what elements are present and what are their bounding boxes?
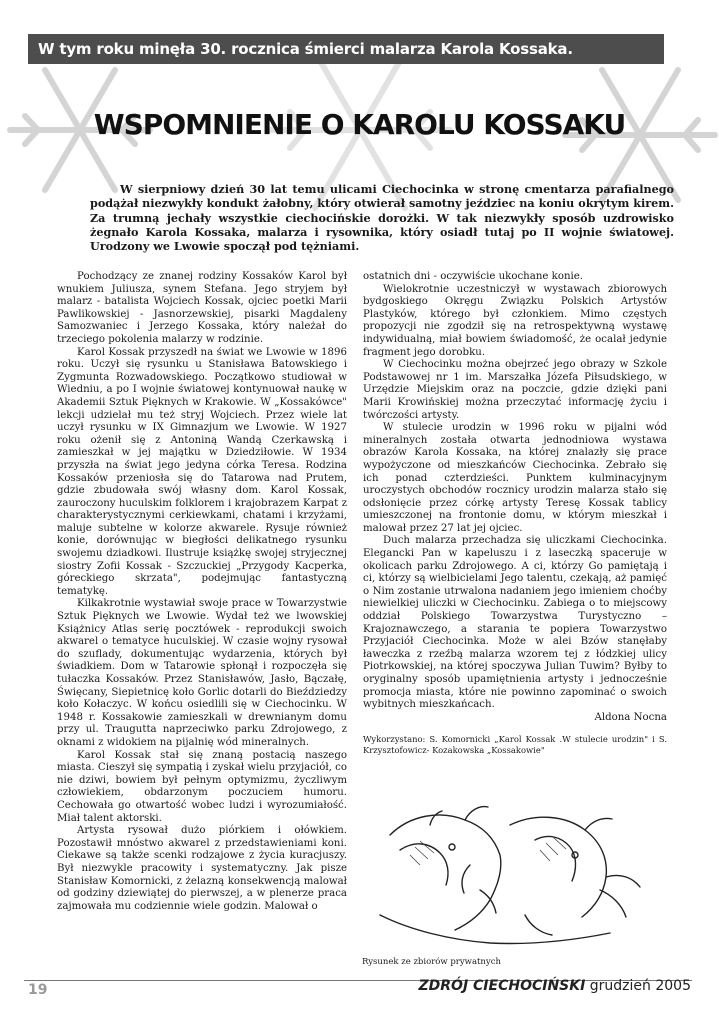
paragraph: ostatnich dni - oczywiście ukochane konie. xyxy=(363,271,584,282)
paragraph: W Ciechocinku można obejrzeć jego obrazy w Szkole Podstawowej nr 1 im. Marszałka Józefa Piłsudskiego, w Urzędzie Miejskim oraz na poczcie, gdzie dzięki pani Marii Krowińskiej można przeczytać informację życiu i twórczości artysty. xyxy=(363,359,667,421)
author-signature: Aldona Nocna xyxy=(594,711,667,723)
drawing-caption: Rysunek ze zbiorów prywatnych xyxy=(362,957,501,967)
footer-brand xyxy=(419,978,692,994)
article-lead: W sierpniowy dzień 30 lat temu ulicami Ciechocinka w stronę cmentarza parafialnego podążał niezwykły kondukt żałobny, który otwierał samotny jeździec na koniu okrytym kirem. Za trumną jechały wszystkie ciechocińskie dorożki. W tak niezwykły sposób uzdrowisko żegnało Karola Kossaka, malarza i rysownika, który osiadł tutaj po II wojnie światowej. Urodzony we Lwowie spoczął pod tężniami. xyxy=(90,182,674,254)
sources-note: Wykorzystano: S. Komornicki „Karol Kossak .W stulecie urodzin" i S. Krzysztofowicz- Kozakowska „Kossakowie" xyxy=(363,734,667,755)
paragraph: W stulecie urodzin w 1996 roku w pijalni wód mineralnych została otwarta jednodniowa wystawa obrazów Karola Kossaka, na której znalazły się prace wypożyczone od mieszkańców Ciechocinka. Zebrało się ich ponad czterdzieści. Punktem kulminacyjnym uroczystych obchodów rocznicy urodzin malarza stało się odsłonięcie przez córkę artysty Teresę Kossak tablicy umieszczonej na frontonie domu, w którym mieszkał i malował przez 27 lat jej ojciec. xyxy=(363,422,667,534)
page-number: 19 xyxy=(28,982,48,998)
paragraph: Artysta rysował dużo piórkiem i ołówkiem. Pozostawił mnóstwo akwarel z przedstawieniami koni. Ciekawe są także scenki rodzajowe z życia kuracjuszy. Był niezwykle pracowity i systematyczny. Jak pisze Stanisław Komornicki, z żelazną konsekwencją malował od godziny dziewiątej do pierwszej, a w plenerze praca zajmowała mu codziennie wiele godzin. Malował o xyxy=(57,825,347,912)
paragraph: Kilkakrotnie wystawiał swoje prace w Towarzystwie Sztuk Pięknych we Lwowie. Wydał też we lwowskiej Książnicy Atlas serię pocztówek - reprodukcji swoich akwarel o tematyce huculskiej. W czasie wojny rysował do szuflady, dokumentując wydarzenia, których był świadkiem. Dom w Tatarowie spłonął i rozpoczęła się tułaczka Kossaków. Przez Stanisławów, Jasło, Bączałę, Święcany, Siepietnicę koło Gorlic dotarli do Bieździedzy koło Kołaczyc. W końcu osiedlili się w Ciechocinku. W 1948 r. Kossakowie zamieszkali w drewnianym domu przy ul. Traugutta naprzeciwko parku Zdrojowego, z oknami z widokiem na pijalnię wód mineralnych. xyxy=(57,598,347,748)
magazine-name: ZDRÓJ CIECHOCIŃSKI xyxy=(418,978,586,994)
left-column xyxy=(57,271,347,913)
banner-bar: W tym roku minęła 30. rocznica śmierci malarza Karola Kossaka. xyxy=(28,34,664,64)
right-column xyxy=(363,271,667,755)
paragraph: Duch malarza przechadza się uliczkami Ciechocinka. Elegancki Pan w kapeluszu i z laseczką spaceruje w okolicach parku Zdrojowego. A ci, którzy Go pamiętają i ci, którzy są wielbicielami Jego talentu, czekają, aż pamięć o Nim zostanie utrwalona nadaniem jego imieniem choćby niewielkiej uliczki w Ciechocinku. Zabiega o to miejscowy oddział Polskiego Towarzystwa Turystyczno – Krajoznawczego, a starania te popiera Towarzystwo Przyjaciół Ciechocinka. Może w alei Bzów stanęłaby ławeczka z rzeźbą malarza wzorem tej z łódzkiej ulicy Piotrkowskiej, na której spoczywa Julian Tuwim? Byłby to oryginalny sposób upamiętnienia artysty i jednocześnie promocja miasta, które nie powinno zapominać o swoich wybitnych mieszkańcach. xyxy=(363,535,667,711)
article-title: WSPOMNIENIE O KAROLU KOSSAKU xyxy=(93,108,626,141)
horses-drawing xyxy=(370,795,670,955)
paragraph: Pochodzący ze znanej rodziny Kossaków Karol był wnukiem Juliusza, synem Stefana. Jego stryjem był malarz - batalista Wojciech Kossak, ojciec poetki Marii Pawlikowskiej - Jasnorzewskiej, pisarki Magdaleny Samozwaniec i Jerzego Kossaka, który należał do trzeciego pokolenia malarzy w rodzinie. xyxy=(57,271,347,345)
issue-date: grudzień 2005 xyxy=(589,978,691,994)
paragraph: Wielokrotnie uczestniczył w wystawach zbiorowych bydgoskiego Okręgu Związku Polskich Artystów Plastyków, którego był członkiem. Mimo częstych propozycji nie zgodził się na retrospektywną wystawę indywidualną, miał bowiem świadomość, że ocalał jedynie fragment jego dorobku. xyxy=(363,283,667,358)
paragraph: Karol Kossak stał się znaną postacią naszego miasta. Cieszył się sympatią i zyskał wielu przyjaciół, co nie dziwi, bowiem był pełnym optymizmu, życzliwym człowiekiem, obdarzonym poczuciem humoru. Cechowała go otwartość wobec ludzi i wyrozumiałość. Miał talent aktorski. xyxy=(57,749,347,824)
paragraph: Karol Kossak przyszedł na świat we Lwowie w 1896 roku. Uczył się rysunku u Stanisława Batowskiego i Zygmunta Rozwadowskiego. Początkowo studiował w Wiedniu, a po I wojnie światowej kontynuował naukę w Akademii Sztuk Pięknych w Krakowie. W „Kossakówce" lekcji udzielał mu też stryj Wojciech. Przez wiele lat uczył rysunku w IX Gimnazjum we Lwowie. W 1927 roku ożenił się z Antoniną Wandą Czerkawską i zamieszkał w jej majątku w Dziedziłowie. W 1934 przyszła na świat jego jedyna córka Teresa. Rodzina Kossaków przeniosła się do Tatarowa nad Prutem, gdzie zbudowała swój własny dom. Karol Kossak, zauroczony huculskim folklorem i krajobrazem Karpat z charakterystycznymi cerkiewkami, chatami i krzyżami, maluje subtelne w kolorze akwarele. Rysuje również konie, dorównując w biegłości delikatnego rysunku swojemu dziadkowi. Ilustruje książkę swojej stryjecznej siostry Zofii Kossak - Szczuckiej „Przygody Kacperka, góreckiego skrzata", podejmując fantastyczną tematykę. xyxy=(57,346,347,597)
